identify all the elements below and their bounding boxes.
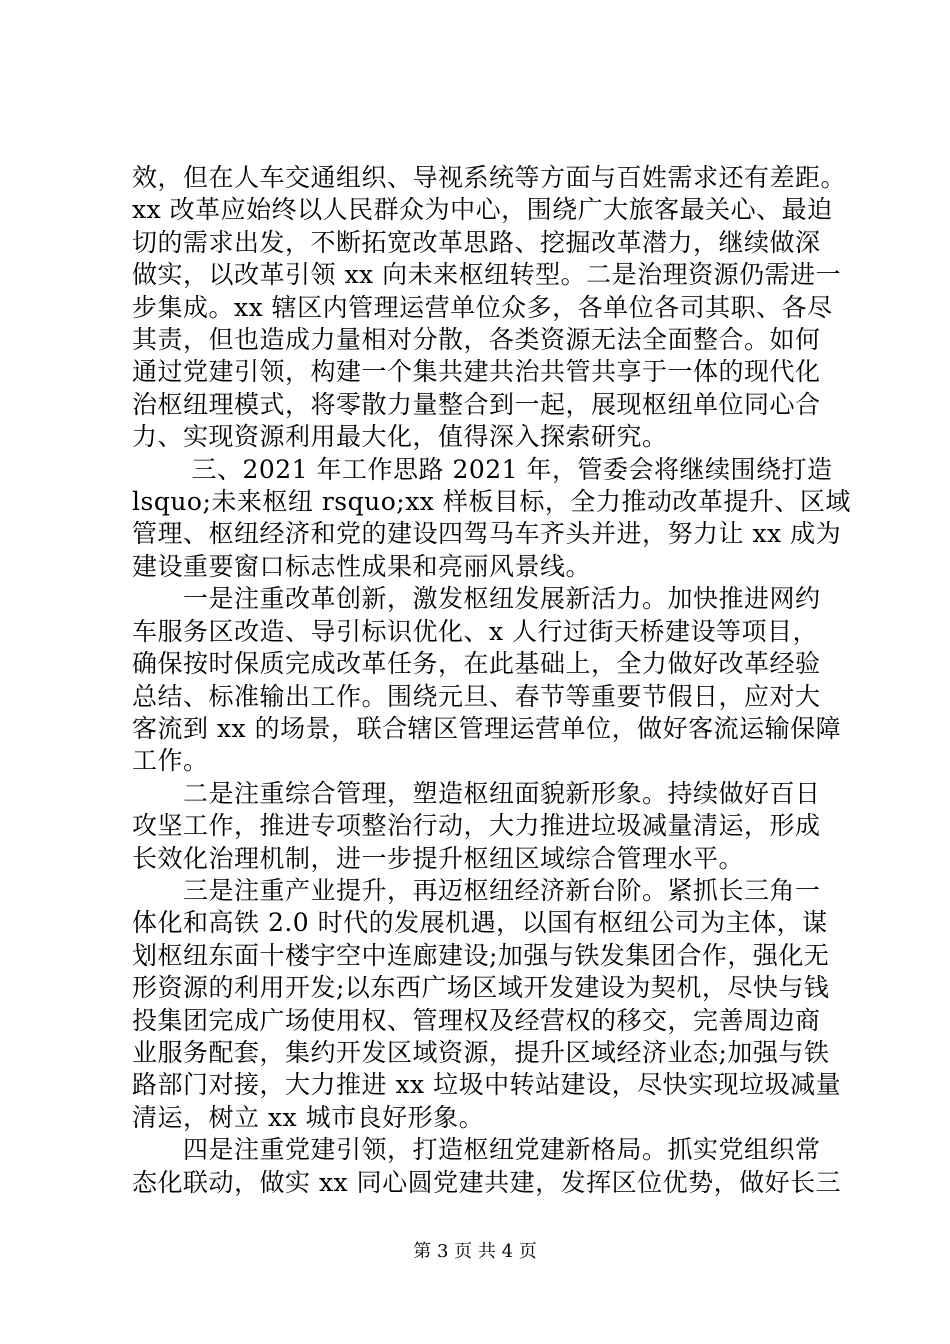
text-line: 确保按时保质完成改革任务，在此基础上，全力做好改革经验 xyxy=(132,649,821,679)
text-line: 工作。 xyxy=(132,746,209,776)
text-line: 三是注重产业提升，再迈枢纽经济新台阶。紧抓长三角一 xyxy=(132,875,821,905)
text-line: 治枢纽理模式，将零散力量整合到一起，展现枢纽单位同心合 xyxy=(132,389,821,419)
text-line: 二是注重综合管理，塑造枢纽面貌新形象。持续做好百日 xyxy=(132,778,821,808)
text-line: 做实，以改革引领 xx 向未来枢纽转型。二是治理资源仍需进一 xyxy=(132,260,842,290)
text-line: 客流到 xx 的场景，联合辖区管理运营单位，做好客流运输保障 xyxy=(132,713,842,743)
paragraph-3 xyxy=(132,583,842,777)
text-line: 攻坚工作，推进专项整治行动，大力推进垃圾减量清运，形成 xyxy=(132,811,821,841)
text-line: 路部门对接，大力推进 xx 垃圾中转站建设，尽快实现垃圾减量 xyxy=(132,1070,842,1100)
text-line: 一是注重改革创新，激发枢纽发展新活力。加快推进网约 xyxy=(132,584,821,614)
text-line: 效，但在人车交通组织、导视系统等方面与百姓需求还有差距。 xyxy=(132,163,847,192)
paragraph-2 xyxy=(132,454,851,584)
text-line: 总结、标准输出工作。围绕元旦、春节等重要节假日，应对大 xyxy=(132,681,821,711)
text-line: lsquo;未来枢纽 rsquo;xx 样板目标，全力推动改革提升、区域 xyxy=(132,487,851,517)
text-line: 切的需求出发，不断拓宽改革思路、挖掘改革潜力，继续做深 xyxy=(132,227,821,257)
text-line: 投集团完成广场使用权、管理权及经营权的移交，完善周边商 xyxy=(132,1005,821,1035)
page-number: 第 3 页 共 4 页 xyxy=(413,1241,537,1262)
text-line: 力、实现资源利用最大化，值得深入探索研究。 xyxy=(132,422,668,452)
page-footer xyxy=(0,1241,950,1263)
text-line: 划枢纽东面十楼宇空中连廊建设;加强与铁发集团合作，强化无 xyxy=(132,940,830,970)
text-line: xx 改革应始终以人民群众为中心，围绕广大旅客最关心、最迫 xyxy=(132,195,833,225)
text-line: 步集成。xx 辖区内管理运营单位众多，各单位各司其职、各尽 xyxy=(132,292,833,322)
paragraph-4 xyxy=(132,778,832,875)
text-line: 长效化治理机制，进一步提升枢纽区域综合管理水平。 xyxy=(132,843,745,873)
text-line: 其责，但也造成力量相对分散，各类资源无法全面整合。如何 xyxy=(132,325,821,355)
text-line: 体化和高铁 2.0 时代的发展机遇，以国有枢纽公司为主体，谋 xyxy=(132,908,828,938)
paragraph-1 xyxy=(132,162,847,454)
text-line: 形资源的利用开发;以东西广场区域开发建设为契机，尽快与钱 xyxy=(132,973,830,1003)
text-line: 清运，树立 xx 城市良好形象。 xyxy=(132,1102,485,1132)
text-line: 三、2021 年工作思路 2021 年，管委会将继续围绕打造 xyxy=(132,454,833,484)
paragraph-6 xyxy=(132,1134,842,1199)
text-line: 通过党建引领，构建一个集共建共治共管共享于一体的现代化 xyxy=(132,357,821,387)
text-line: 四是注重党建引领，打造枢纽党建新格局。抓实党组织常 xyxy=(132,1135,821,1165)
text-line: 车服务区改造、导引标识优化、x 人行过街天桥建设等项目， xyxy=(132,616,819,646)
text-line: 建设重要窗口标志性成果和亮丽风景线。 xyxy=(132,551,592,581)
document-body xyxy=(132,162,851,1199)
text-line: 业服务配套，集约开发区域资源，提升区域经济业态;加强与铁 xyxy=(132,1037,830,1067)
text-line: 态化联动，做实 xx 同心圆党建共建，发挥区位优势，做好长三 xyxy=(132,1167,842,1197)
paragraph-5 xyxy=(132,875,842,1134)
text-line: 管理、枢纽经济和党的建设四驾马车齐头并进，努力让 xx 成为 xyxy=(132,519,842,549)
